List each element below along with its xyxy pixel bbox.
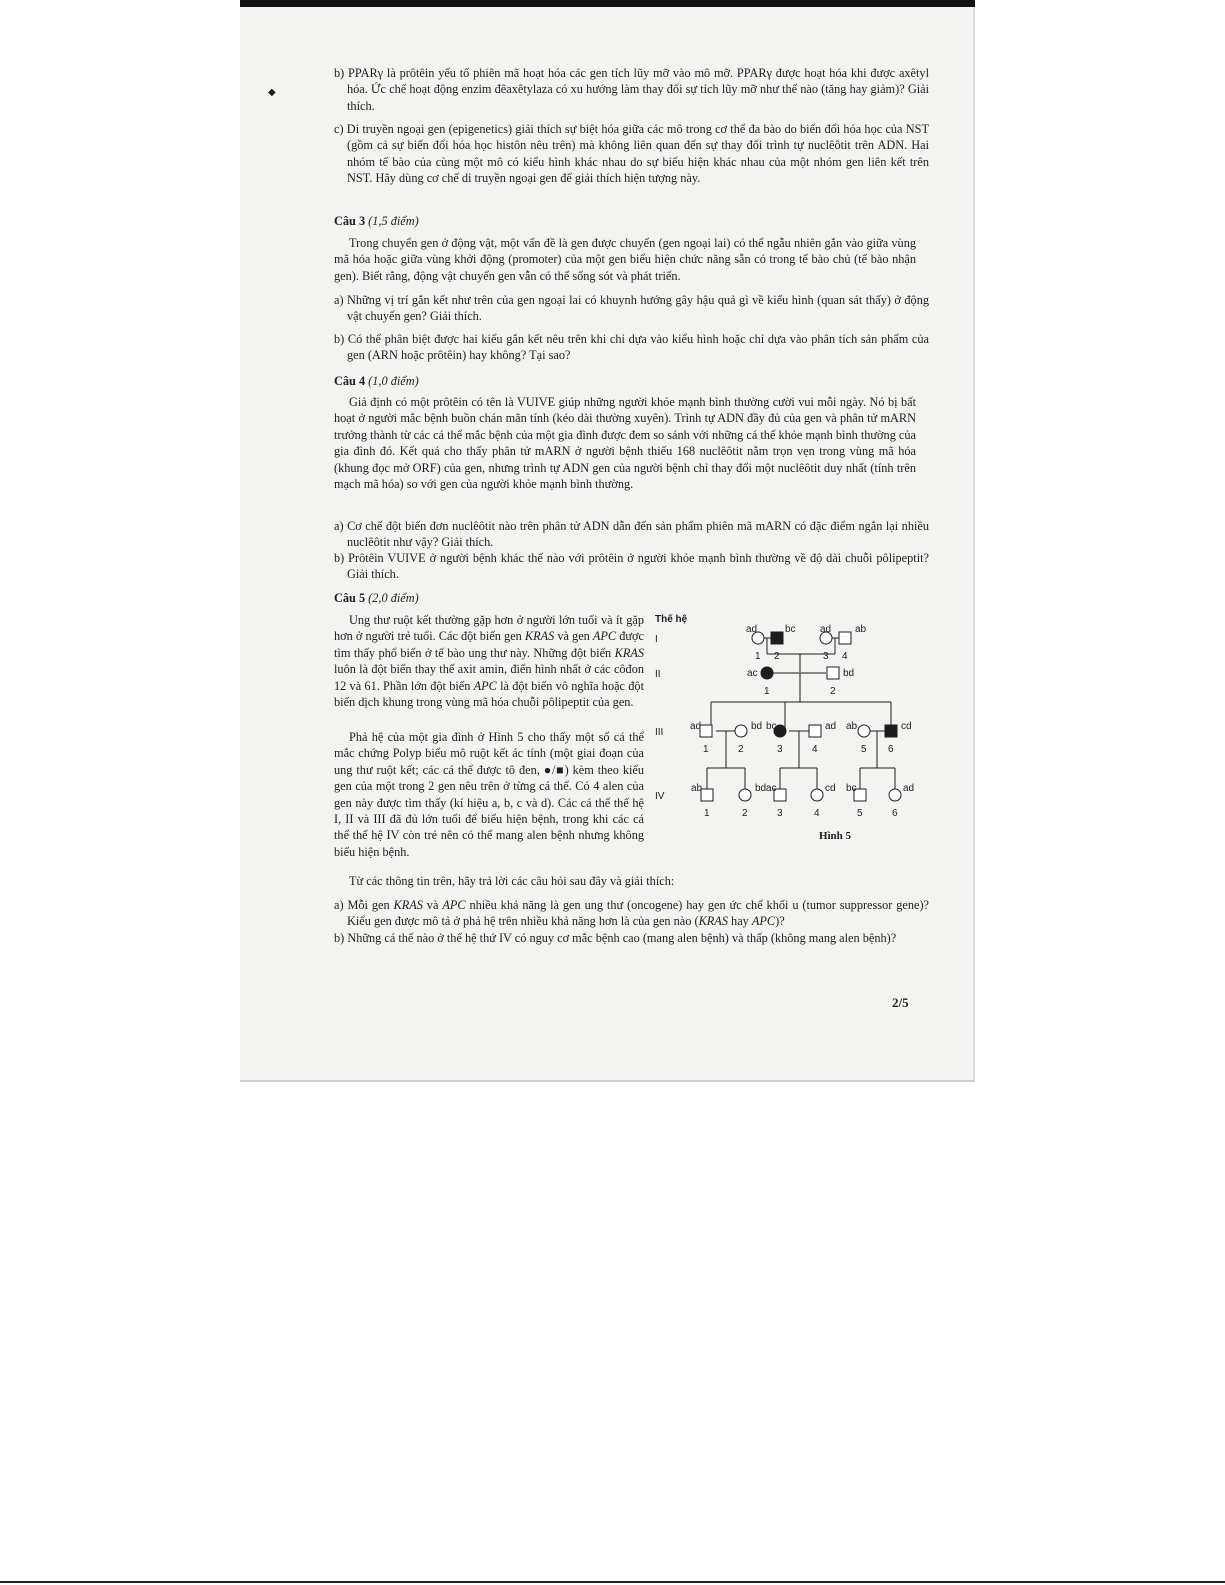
pedigree-figure-5 xyxy=(655,612,925,852)
female-symbol xyxy=(811,789,823,801)
individual-number: 3 xyxy=(777,808,783,819)
q5-part-a: a) Mỗi gen KRAS và APC nhiều khả năng là gen ung thư (oncogene) hay gen ức chế khối u (tumor suppressor gene)? Kiểu gen được mô tả ở phả hệ trên nhiều khả năng hơn là của gen nào (KRAS hay APC)? xyxy=(334,898,930,929)
q4-part-b: b) Prôtêin VUIVE ở người bệnh khác thế nào với prôtêin ở người khỏe mạnh bình thường về độ dài chuỗi pôlipeptit? Giải thích. xyxy=(334,551,929,582)
individual-number: 1 xyxy=(703,744,709,755)
q3-part-a: a) Những vị trí gắn kết như trên của gen ngoại lai có khuynh hướng gây hậu quả gì về kiểu hình (quan sát thấy) ở động vật chuyển gen? Giải thích. xyxy=(334,293,929,324)
q4-intro: Giả định có một prôtêin có tên là VUIVE giúp những người khỏe mạnh bình thường cười vui mỗi ngày. Nó bị bất hoạt ở người mắc bệnh buồn chán mãn tính (kéo dài thường xuyên). Trình tự ADN đầy đủ của gen và phân tử mARN trưởng thành từ các cá thể mắc bệnh của một gia đình được đem so sánh với những cá thể khỏe mạnh bình thường của gia đình đó. Kết quả cho thấy phân tử mARN ở người bệnh thiếu 168 nuclêôtit nằm trọn vẹn trong vùng mã hóa (khung đọc mở ORF) của gen, nhưng trình tự ADN gen của người bệnh chỉ thay đổi một nuclêôtit duy nhất (tính trên mạch mã hóa) so với gen của người khỏe mạnh bình thường. xyxy=(334,395,916,492)
individual-number: 2 xyxy=(774,651,780,662)
generation-header: Thế hệ xyxy=(655,614,688,625)
female-symbol xyxy=(889,789,901,801)
q2-part-c: c) Di truyền ngoại gen (epigenetics) giải thích sự biệt hóa giữa các mô trong cơ thể đa bào do biến đổi hóa học của NST (gồm cả sự biến đổi hóa học histôn nêu trên) mà không liên quan đến sự thay đổi trình tự nuclêôtit trên ADN. Hai nhóm tế bào của cùng một mô có kiểu hình khác nhau do sự biểu hiện khác nhau của một nhóm gen liên kết trên NST. Hãy dùng cơ chế di truyền ngoại gen để giải thích hiện tượng này. xyxy=(334,122,929,186)
figure-caption: Hình 5 xyxy=(818,830,852,842)
generation-label: IV xyxy=(655,791,665,802)
q3-intro: Trong chuyển gen ở động vật, một vấn đề là gen được chuyển (gen ngoại lai) có thể ngẫu nhiên gắn vào giữa vùng mã hóa hoặc giữa vùng khởi động (promoter) của một gen biểu hiện chức năng sẵn có trong tế bào chủ (tế bào nhận gen). Biết rằng, động vật chuyển gen vẫn có thể sống sót và phát triển. xyxy=(334,236,916,283)
female-symbol xyxy=(739,789,751,801)
q5-paragraph-1: Ung thư ruột kết thường gặp hơn ở người lớn tuổi và ít gặp hơn ở người trẻ tuổi. Các đột biến gen KRAS và gen APC được tìm thấy phổ biến ở tế bào ung thư này. Những đột biến KRAS luôn là đột biến thay thế axit amin, điển hình nhất ở các côđon 12 và 61. Phần lớn đột biến APC là đột biến vô nghĩa hoặc đột biến dịch khung trong vùng mã hóa chuỗi pôlipeptit của gen. xyxy=(334,613,644,710)
male-symbol xyxy=(839,632,851,644)
q3-heading: Câu 3 (1,5 điểm) xyxy=(334,214,419,228)
pedigree-lines xyxy=(707,638,895,795)
genotype-label: ad xyxy=(825,721,837,732)
male-symbol xyxy=(827,667,839,679)
individual-number: 5 xyxy=(861,744,867,755)
generation-label: I xyxy=(655,634,658,645)
genotype-label: cd xyxy=(825,783,836,794)
individual-number: 3 xyxy=(777,744,783,755)
genotype-label: ab xyxy=(846,721,858,732)
genotype-label: cd xyxy=(901,721,912,732)
individual-number: 2 xyxy=(830,686,836,697)
female-symbol xyxy=(761,667,773,679)
individual-number: 3 xyxy=(823,651,829,662)
male-symbol xyxy=(885,725,897,737)
individual-number: 1 xyxy=(755,651,761,662)
q5-part-b: b) Những cá thể nào ở thế hệ thứ IV có nguy cơ mắc bệnh cao (mang alen bệnh) và thấp (không mang alen bệnh)? xyxy=(334,931,897,945)
genotype-label: ad xyxy=(903,783,915,794)
q4-heading: Câu 4 (1,0 điểm) xyxy=(334,374,419,388)
generation-label: II xyxy=(655,669,661,680)
male-symbol xyxy=(809,725,821,737)
genotype-label: ab xyxy=(855,624,867,635)
generation-roman-labels xyxy=(655,634,665,802)
individual-number: 1 xyxy=(764,686,770,697)
genotype-label: ac xyxy=(766,783,777,794)
q4-part-a: a) Cơ chế đột biến đơn nuclêôtit nào trên phân tử ADN dẫn đến sản phẩm phiên mã mARN có đặc điểm ngắn lại nhiều nuclêôtit như vậy? Giải thích. xyxy=(334,519,929,550)
generation-label: III xyxy=(655,727,664,738)
genotype-label: bc xyxy=(766,721,777,732)
individual-number: 2 xyxy=(738,744,744,755)
individual-number: 5 xyxy=(857,808,863,819)
genotype-label: bc xyxy=(846,783,857,794)
genotype-label: bc xyxy=(785,624,796,635)
individual-number: 6 xyxy=(892,808,898,819)
female-symbol xyxy=(735,725,747,737)
pedigree-individuals xyxy=(690,624,914,819)
male-symbol xyxy=(771,632,783,644)
page-bottom-rule xyxy=(0,1581,1225,1583)
genotype-label: ad xyxy=(820,624,832,635)
female-symbol xyxy=(858,725,870,737)
genotype-label: ad xyxy=(746,624,758,635)
q5-heading: Câu 5 (2,0 điểm) xyxy=(334,591,419,605)
q5-paragraph-2: Phả hệ của một gia đình ở Hình 5 cho thấy một số cá thể mắc chứng Polyp biểu mô ruột kết ác tính (một giai đoạn của ung thư ruột kết; các cá thể được tô đen, ●/■) kèm theo kiểu gen của một trong 2 gen nêu trên ở từng cá thể. Có 4 alen của gen này được tìm thấy (kí hiệu a, b, c và d). Các cá thể thế hệ I, II và III đã đủ lớn tuổi để biểu hiện bệnh, trong khi các cá thể thế hệ IV còn trẻ nên có thể mang alen bệnh nhưng không biểu hiện bệnh. xyxy=(334,730,644,859)
individual-number: 4 xyxy=(842,651,848,662)
genotype-label: bd xyxy=(751,721,763,732)
individual-number: 4 xyxy=(812,744,818,755)
page-number: 2/5 xyxy=(892,995,909,1010)
male-symbol xyxy=(701,789,713,801)
individual-number: 2 xyxy=(742,808,748,819)
genotype-label: bd xyxy=(755,783,767,794)
individual-number: 1 xyxy=(704,808,710,819)
individual-number: 4 xyxy=(814,808,820,819)
margin-mark: ◆ xyxy=(268,87,276,98)
exam-page xyxy=(240,0,975,1080)
genotype-label: ac xyxy=(747,668,758,679)
genotype-label: bd xyxy=(843,668,855,679)
q3-part-b: b) Có thể phân biệt được hai kiểu gắn kết nêu trên khi chỉ dựa vào kiểu hình hoặc chỉ dựa vào phân tích sản phẩm của gen (ARN hoặc prôtêin) hay không? Tại sao? xyxy=(334,332,929,363)
genotype-label: ad xyxy=(690,721,702,732)
q5-lead: Từ các thông tin trên, hãy trả lời các câu hỏi sau đây và giải thích: xyxy=(349,874,675,888)
male-symbol xyxy=(700,725,712,737)
q2-part-b: b) PPARγ là prôtêin yếu tố phiên mã hoạt hóa các gen tích lũy mỡ vào mô mỡ. PPARγ được hoạt hóa khi được axêtyl hóa. Ức chế hoạt động enzim đêaxêtylaza có xu hướng làm thay đổi sự tích lũy mỡ như thế nào (tăng hay giảm)? Giải thích. xyxy=(334,66,929,113)
genotype-label: ab xyxy=(691,783,703,794)
individual-number: 6 xyxy=(888,744,894,755)
